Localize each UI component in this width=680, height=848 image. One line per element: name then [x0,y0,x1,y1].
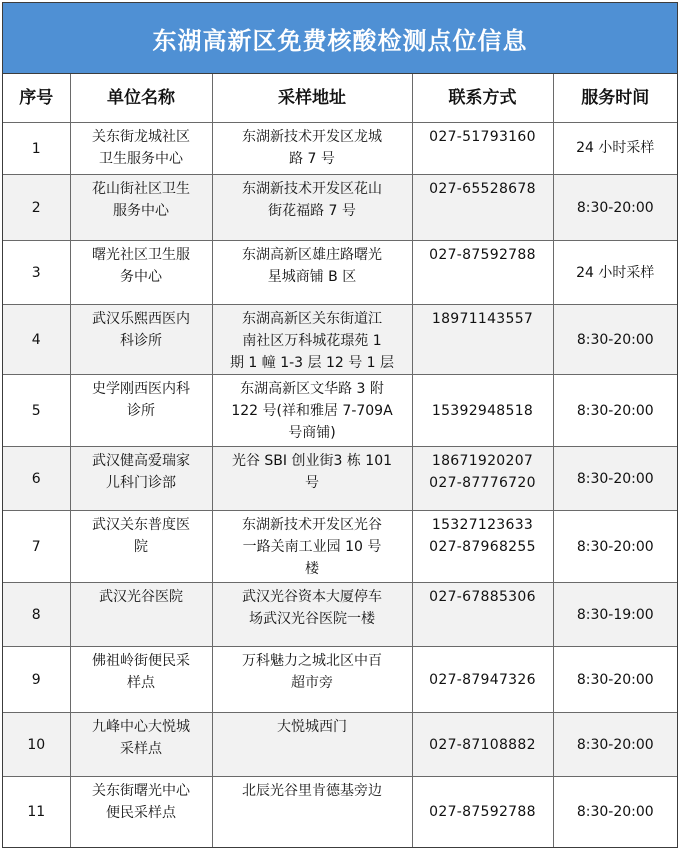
phone-number: 15327123633 [431,517,534,533]
address-cell [212,375,412,447]
address-line: 东湖高新区关东街道江 [242,311,382,327]
address-line: 大悦城西门 [277,719,347,735]
header-row [3,74,677,123]
service-time-cell: 24 小时采样 [553,241,677,305]
page-title: 东湖高新区免费核酸检测点位信息 [3,3,677,74]
address-line: 场武汉光谷医院一楼 [249,611,375,627]
phone-number: 027-87592788 [429,803,536,820]
address-line: 东湖新技术开发区花山 [242,181,382,197]
header-address: 采样地址 [212,74,412,123]
unit-name-line: 儿科门诊部 [106,475,176,491]
unit-name-line: 曙光社区卫生服 [92,247,190,263]
address-line: 东湖高新区雄庄路曙光 [242,247,382,263]
unit-name-cell [70,375,212,447]
phone-number: 027-87947326 [429,671,536,688]
address-line: 星城商铺 B 区 [267,269,357,285]
unit-name-cell [70,511,212,583]
service-time-cell: 8:30-20:00 [553,511,677,583]
phone-number: 027-87108882 [429,736,536,753]
unit-name-cell [70,583,212,647]
address-line: 光谷 SBI 创业街3 栋 101 [231,453,393,469]
address-line: 期 1 幢 1-3 层 12 号 1 层 [229,355,395,371]
table-row [3,375,677,447]
service-time-cell: 8:30-20:00 [553,305,677,375]
service-time-cell: 8:30-20:00 [553,647,677,713]
unit-name-line: 史学刚西医内科 [92,381,190,397]
unit-name-cell [70,647,212,713]
header-index: 序号 [3,74,70,123]
unit-name-cell [70,713,212,777]
unit-name-cell [70,777,212,847]
table-row [3,713,677,777]
unit-name-line: 院 [134,539,148,555]
header-service-time: 服务时间 [553,74,677,123]
unit-name-line: 服务中心 [113,203,169,219]
contact-cell [412,123,553,175]
unit-name-line: 样点 [127,675,155,691]
phone-number: 15392948518 [431,402,534,419]
unit-name-line: 武汉关东普度医 [92,517,190,533]
contact-cell [412,777,553,847]
address-line: 东湖高新区文华路 3 附 [240,381,384,397]
address-line: 北辰光谷里肯德基旁边 [242,783,382,799]
table-row [3,123,677,175]
row-index: 11 [3,777,70,847]
row-index: 6 [3,447,70,511]
contact-cell [412,511,553,583]
unit-name-line: 关东街龙城社区 [92,129,190,145]
address-cell [212,123,412,175]
testing-sites-table [3,74,677,847]
table-row [3,175,677,241]
address-line: 路 7 号 [289,151,335,167]
unit-name-line: 武汉健高爱瑞家 [92,453,190,469]
address-cell [212,305,412,375]
service-time-cell: 8:30-20:00 [553,375,677,447]
unit-name-cell [70,305,212,375]
row-index: 10 [3,713,70,777]
address-line: 号商铺) [288,425,336,441]
phone-number: 027-87968255 [429,539,536,555]
header-unit-name: 单位名称 [70,74,212,123]
address-line: 武汉光谷资本大厦停车 [242,589,382,605]
address-cell [212,175,412,241]
service-time-cell: 8:30-20:00 [553,175,677,241]
table-row [3,777,677,847]
contact-cell [412,375,553,447]
address-cell [212,647,412,713]
contact-cell [412,175,553,241]
unit-name-line: 花山街社区卫生 [92,181,190,197]
header-contact: 联系方式 [412,74,553,123]
info-sheet [2,2,678,848]
row-index: 2 [3,175,70,241]
row-index: 9 [3,647,70,713]
contact-cell [412,305,553,375]
address-cell [212,583,412,647]
unit-name-line: 科诊所 [120,333,162,349]
row-index: 7 [3,511,70,583]
unit-name-line: 佛祖岭街便民采 [92,653,190,669]
address-cell [212,241,412,305]
service-time-cell: 8:30-20:00 [553,713,677,777]
address-cell [212,713,412,777]
address-line: 南社区万科城花璟苑 1 [242,333,382,349]
table-row [3,583,677,647]
address-cell [212,777,412,847]
unit-name-line: 采样点 [120,741,162,757]
address-line: 超市旁 [291,675,333,691]
service-time-cell: 8:30-19:00 [553,583,677,647]
unit-name-line: 卫生服务中心 [99,151,183,167]
unit-name-line: 武汉乐熙西医内 [92,311,190,327]
phone-number: 18671920207 [431,453,534,469]
address-line: 一路关南工业园 10 号 [242,539,382,555]
unit-name-line: 诊所 [127,403,155,419]
service-time-cell: 8:30-20:00 [553,777,677,847]
row-index: 4 [3,305,70,375]
phone-number: 027-87592788 [429,247,536,263]
table-row [3,647,677,713]
contact-cell [412,647,553,713]
unit-name-cell [70,447,212,511]
unit-name-line: 务中心 [120,269,162,285]
address-line: 东湖新技术开发区龙城 [242,129,382,145]
service-time-cell: 8:30-20:00 [553,447,677,511]
unit-name-line: 武汉光谷医院 [99,589,183,605]
row-index: 1 [3,123,70,175]
unit-name-cell [70,175,212,241]
phone-number: 18971143557 [431,311,534,327]
address-line: 122 号(祥和雅居 7-709A [231,403,393,419]
address-cell [212,511,412,583]
unit-name-cell [70,123,212,175]
unit-name-line: 关东街曙光中心 [92,783,190,799]
address-line: 万科魅力之城北区中百 [242,653,382,669]
contact-cell [412,241,553,305]
row-index: 5 [3,375,70,447]
unit-name-line: 九峰中心大悦城 [92,719,190,735]
phone-number: 027-51793160 [429,129,536,145]
table-row [3,305,677,375]
address-line: 街花福路 7 号 [268,203,356,219]
unit-name-cell [70,241,212,305]
table-row [3,447,677,511]
unit-name-line: 便民采样点 [106,805,176,821]
address-line: 楼 [305,561,319,577]
address-line: 号 [305,475,319,491]
service-time-cell: 24 小时采样 [553,123,677,175]
row-index: 8 [3,583,70,647]
contact-cell [412,583,553,647]
table-row [3,511,677,583]
phone-number: 027-65528678 [429,181,536,197]
table-row [3,241,677,305]
row-index: 3 [3,241,70,305]
phone-number: 027-67885306 [429,589,536,605]
address-cell [212,447,412,511]
table-body [3,123,677,847]
contact-cell [412,713,553,777]
contact-cell [412,447,553,511]
address-line: 东湖新技术开发区光谷 [242,517,382,533]
phone-number: 027-87776720 [429,475,536,491]
